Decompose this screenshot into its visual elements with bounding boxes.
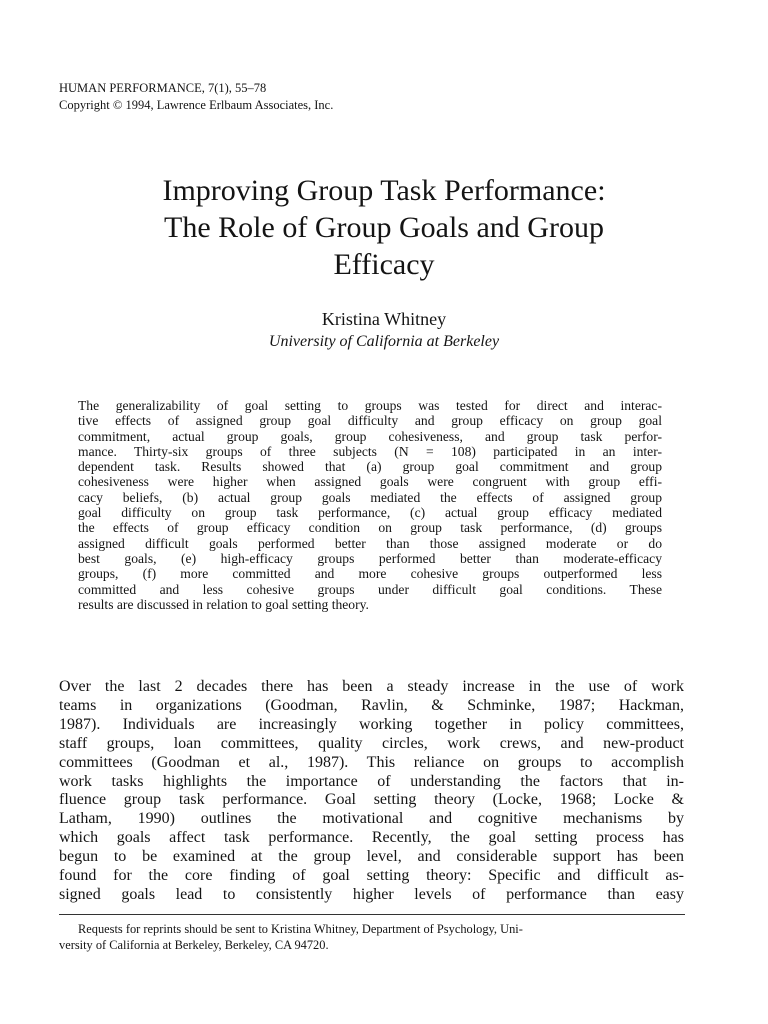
abstract-line: tive effects of assigned group goal difficulty and group efficacy on group goal: [78, 413, 662, 429]
body-line: staff groups, loan committees, quality circles, work crews, and new-product: [59, 734, 684, 752]
body-line: committees (Goodman et al., 1987). This reliance on groups to accomplish: [59, 753, 684, 771]
title-line-2: The Role of Group Goals and Group: [164, 211, 604, 244]
journal-citation: HUMAN PERFORMANCE, 7(1), 55–78: [59, 81, 267, 95]
author-affiliation: University of California at Berkeley: [268, 333, 500, 350]
body-line: 1987). Individuals are increasingly working together in policy committees,: [59, 715, 684, 733]
footnote: [59, 922, 667, 953]
body-line: signed goals lead to consistently higher levels of performance than easy: [59, 885, 684, 903]
abstract-line: cohesiveness were higher when assigned goals were congruent with group effi-: [78, 474, 662, 490]
abstract-line: committed and less cohesive groups under difficult goal conditions. These: [78, 581, 662, 597]
body-paragraph: [59, 678, 684, 905]
copyright-notice: Copyright © 1994, Lawrence Erlbaum Associates, Inc.: [59, 98, 334, 112]
abstract-line: dependent task. Results showed that (a) group goal commitment and group: [78, 459, 662, 475]
byline: [0, 308, 768, 353]
title-line-1: Improving Group Task Performance:: [162, 174, 606, 207]
body-line: fluence group task performance. Goal setting theory (Locke, 1968; Locke &: [59, 791, 684, 809]
abstract-line: best goals, (e) high-efficacy groups performed better than moderate-efficacy: [78, 550, 662, 566]
abstract-line: commitment, actual group goals, group cohesiveness, and group task perfor-: [78, 428, 662, 444]
author-name: Kristina Whitney: [321, 309, 447, 329]
footnote-divider: [59, 914, 685, 915]
abstract-line: mance. Thirty-six groups of three subjects (N = 108) participated in an inter-: [78, 443, 662, 459]
footnote-line: versity of California at Berkeley, Berkeley, CA 94720.: [59, 937, 329, 952]
abstract-line: the effects of group efficacy condition on group task performance, (d) groups: [78, 520, 662, 536]
running-header: [59, 80, 333, 114]
body-line: begun to be examined at the group level, and considerable support has been: [59, 848, 684, 866]
body-line: which goals affect task performance. Recently, the goal setting process has: [59, 829, 684, 847]
body-line: found for the core finding of goal setting theory: Specific and difficult as-: [59, 867, 684, 885]
abstract-line: goal difficulty on group task performance, (c) actual group efficacy mediated: [78, 505, 662, 521]
abstract-line: assigned difficult goals performed better than those assigned moderate or do: [78, 535, 662, 551]
abstract-line: groups, (f) more committed and more cohesive groups outperformed less: [78, 566, 662, 582]
abstract-line: results are discussed in relation to goal setting theory.: [78, 596, 369, 612]
title-line-3: Efficacy: [333, 248, 435, 281]
article-title: [0, 172, 768, 283]
abstract-line: The generalizability of goal setting to groups was tested for direct and interac-: [78, 398, 662, 413]
body-line: Latham, 1990) outlines the motivational and cognitive mechanisms by: [59, 810, 684, 828]
body-line: teams in organizations (Goodman, Ravlin, & Schminke, 1987; Hackman,: [59, 696, 684, 714]
body-line: Over the last 2 decades there has been a steady increase in the use of work: [59, 678, 684, 695]
footnote-line: Requests for reprints should be sent to Kristina Whitney, Department of Psychology, Uni-: [78, 922, 523, 936]
body-line: work tasks highlights the importance of understanding the factors that in-: [59, 772, 684, 790]
abstract-line: cacy beliefs, (b) actual group goals mediated the effects of assigned group: [78, 489, 662, 505]
abstract: [78, 398, 662, 612]
